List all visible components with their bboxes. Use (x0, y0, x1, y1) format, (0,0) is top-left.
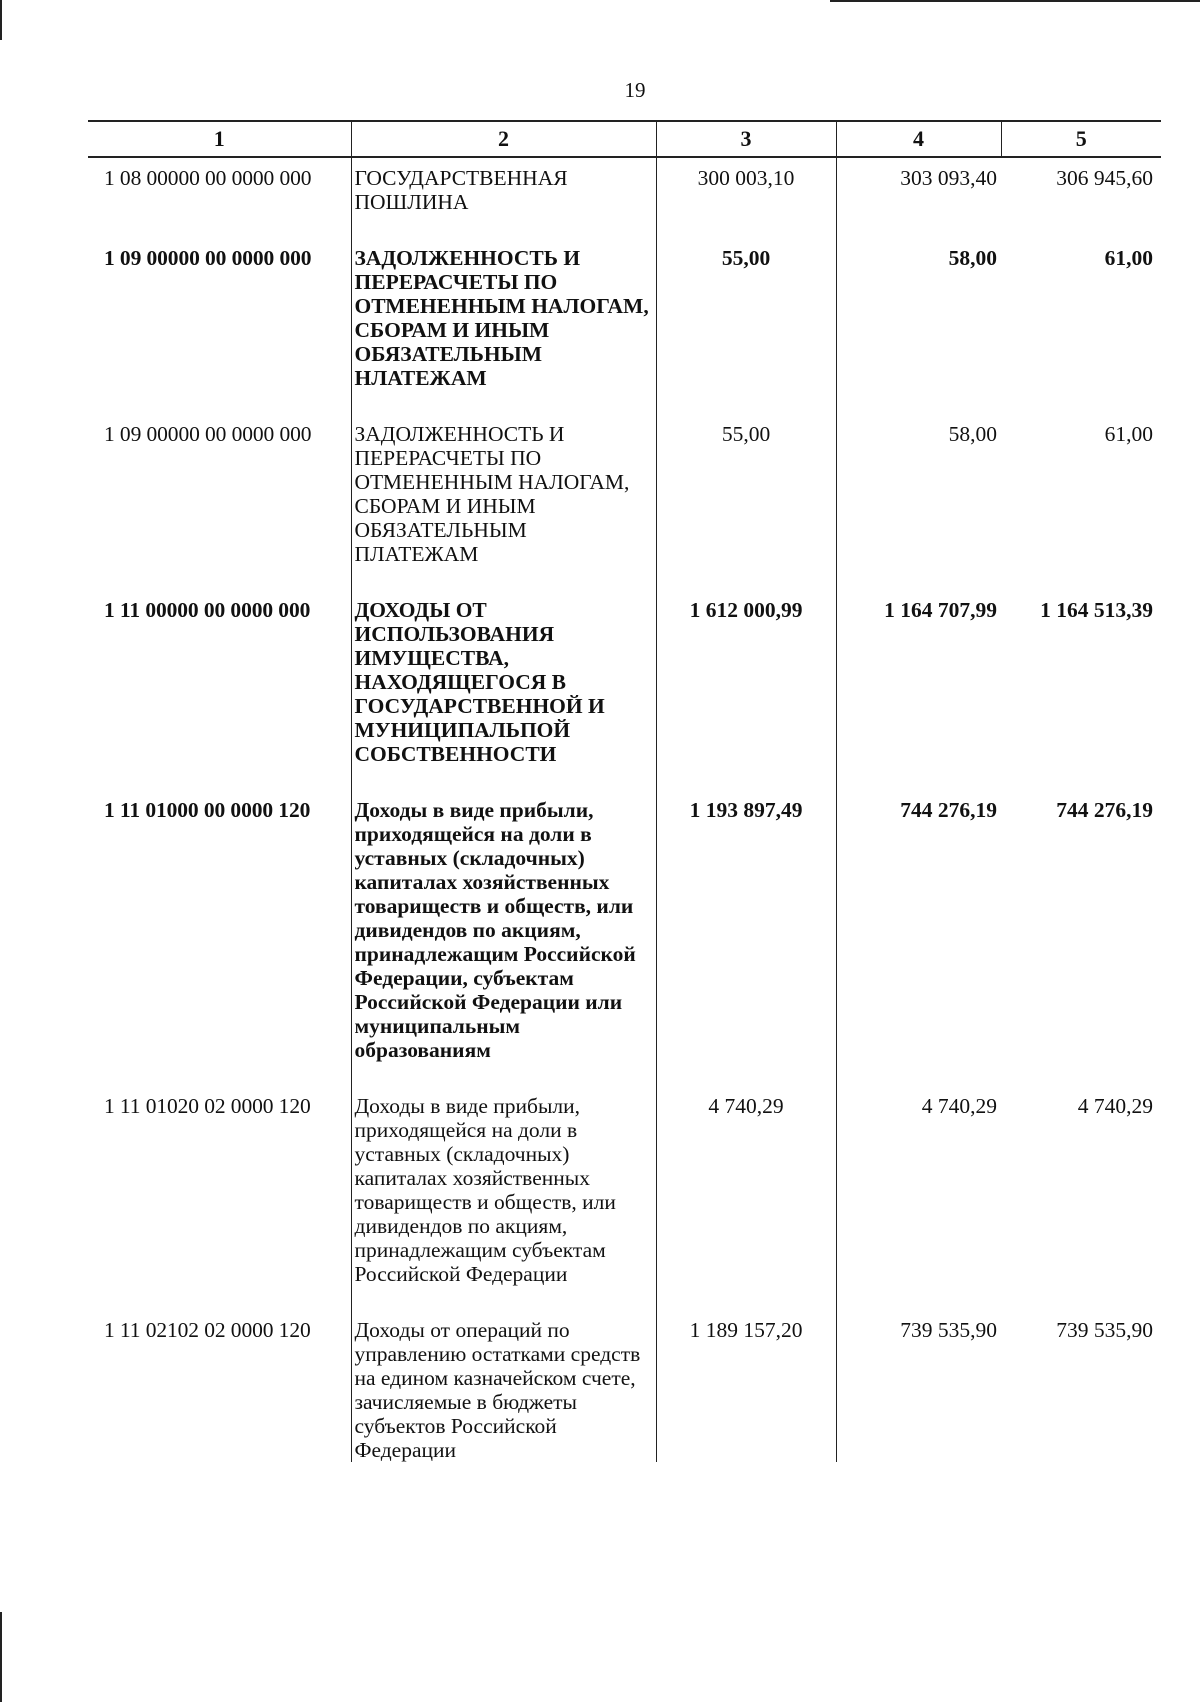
left-edge-mark-bottom (0, 1612, 2, 1702)
value-col3-cell: 55,00 (656, 414, 836, 590)
column-header-3: 3 (656, 121, 836, 157)
value-col4-cell: 1 164 707,99 (836, 590, 1001, 790)
value-col4-cell: 303 093,40 (836, 157, 1001, 238)
value-col3-cell: 1 193 897,49 (656, 790, 836, 1086)
budget-code-cell: 1 11 01000 00 0000 120 (104, 798, 311, 822)
value-col3-cell: 4 740,29 (656, 1086, 836, 1310)
column-header-5: 5 (1001, 121, 1161, 157)
table-row (88, 238, 1161, 414)
value-col3-cell: 1 189 157,20 (656, 1310, 836, 1462)
value-col3-cell: 55,00 (656, 238, 836, 414)
income-name-cell: Доходы в виде прибыли, приходящейся на доли в уставных (складочных) капиталах хозяйственных товариществ и обществ, или дивидендов по акциям, принадлежащим субъектам Российской Федерации (351, 1086, 656, 1310)
table-row (88, 590, 1161, 790)
value-col4-cell: 739 535,90 (836, 1310, 1001, 1462)
budget-code-cell: 1 11 01020 02 0000 120 (104, 1094, 311, 1118)
value-col5-cell: 739 535,90 (1056, 1318, 1153, 1342)
income-name-cell: ЗАДОЛЖЕННОСТЬ И ПЕРЕРАСЧЕТЫ ПО ОТМЕНЕННЫМ НАЛОГАМ, СБОРАМ И ИНЫМ ОБЯЗАТЕЛЬНЫМ ПЛАТЕЖАМ (351, 414, 656, 590)
budget-code-cell: 1 09 00000 00 0000 000 (104, 422, 312, 446)
value-col4-cell: 58,00 (836, 414, 1001, 590)
income-name-cell: ДОХОДЫ ОТ ИСПОЛЬЗОВАНИЯ ИМУЩЕСТВА, НАХОДЯЩЕГОСЯ В ГОСУДАРСТВЕННОЙ И МУНИЦИПАЛЬПОЙ СОБСТВЕННОСТИ (351, 590, 656, 790)
column-header-4: 4 (836, 121, 1001, 157)
value-col5-cell: 61,00 (1104, 246, 1153, 270)
table-row (88, 414, 1161, 590)
value-col4-cell: 58,00 (836, 238, 1001, 414)
value-col4-cell: 744 276,19 (836, 790, 1001, 1086)
budget-code-cell: 1 11 02102 02 0000 120 (104, 1318, 311, 1342)
value-col3-cell: 1 612 000,99 (656, 590, 836, 790)
budget-code-cell: 1 08 00000 00 0000 000 (104, 166, 312, 190)
income-name-cell: ЗАДОЛЖЕННОСТЬ И ПЕРЕРАСЧЕТЫ ПО ОТМЕНЕННЫМ НАЛОГАМ, СБОРАМ И ИНЫМ ОБЯЗАТЕЛЬНЫМ НЛАТЕЖАМ (351, 238, 656, 414)
value-col3-cell: 300 003,10 (656, 157, 836, 238)
value-col4-cell: 4 740,29 (836, 1086, 1001, 1310)
column-header-2: 2 (351, 121, 656, 157)
budget-revenue-table (88, 120, 1161, 1462)
column-header-1: 1 (88, 121, 351, 157)
page-number: 19 (624, 78, 646, 102)
value-col5-cell: 61,00 (1104, 422, 1153, 446)
table-row (88, 157, 1161, 238)
table-row (88, 790, 1161, 1086)
left-edge-mark-top (0, 0, 2, 40)
table-row (88, 1310, 1161, 1462)
value-col5-cell: 306 945,60 (1056, 166, 1153, 190)
value-col5-cell: 744 276,19 (1056, 798, 1153, 822)
budget-code-cell: 1 11 00000 00 0000 000 (104, 598, 311, 622)
table-header-row (88, 121, 1161, 157)
income-name-cell: Доходы в виде прибыли, приходящейся на доли в уставных (складочных) капиталах хозяйственных товариществ и обществ, или дивидендов по акциям, принадлежащим Российской Федерации, субъектам Российской Федерации или муниципальным образованиям (351, 790, 656, 1086)
budget-code-cell: 1 09 00000 00 0000 000 (104, 246, 312, 270)
income-name-cell: Доходы от операций по управлению остатками средств на едином казначейском счете, зачисляемые в бюджеты субъектов Российской Федерации (351, 1310, 656, 1462)
value-col5-cell: 4 740,29 (1077, 1094, 1153, 1118)
income-name-cell: ГОСУДАРСТВЕННАЯ ПОШЛИНА (351, 157, 656, 238)
table-row (88, 1086, 1161, 1310)
top-edge-rule (830, 0, 1200, 2)
value-col5-cell: 1 164 513,39 (1040, 598, 1153, 622)
